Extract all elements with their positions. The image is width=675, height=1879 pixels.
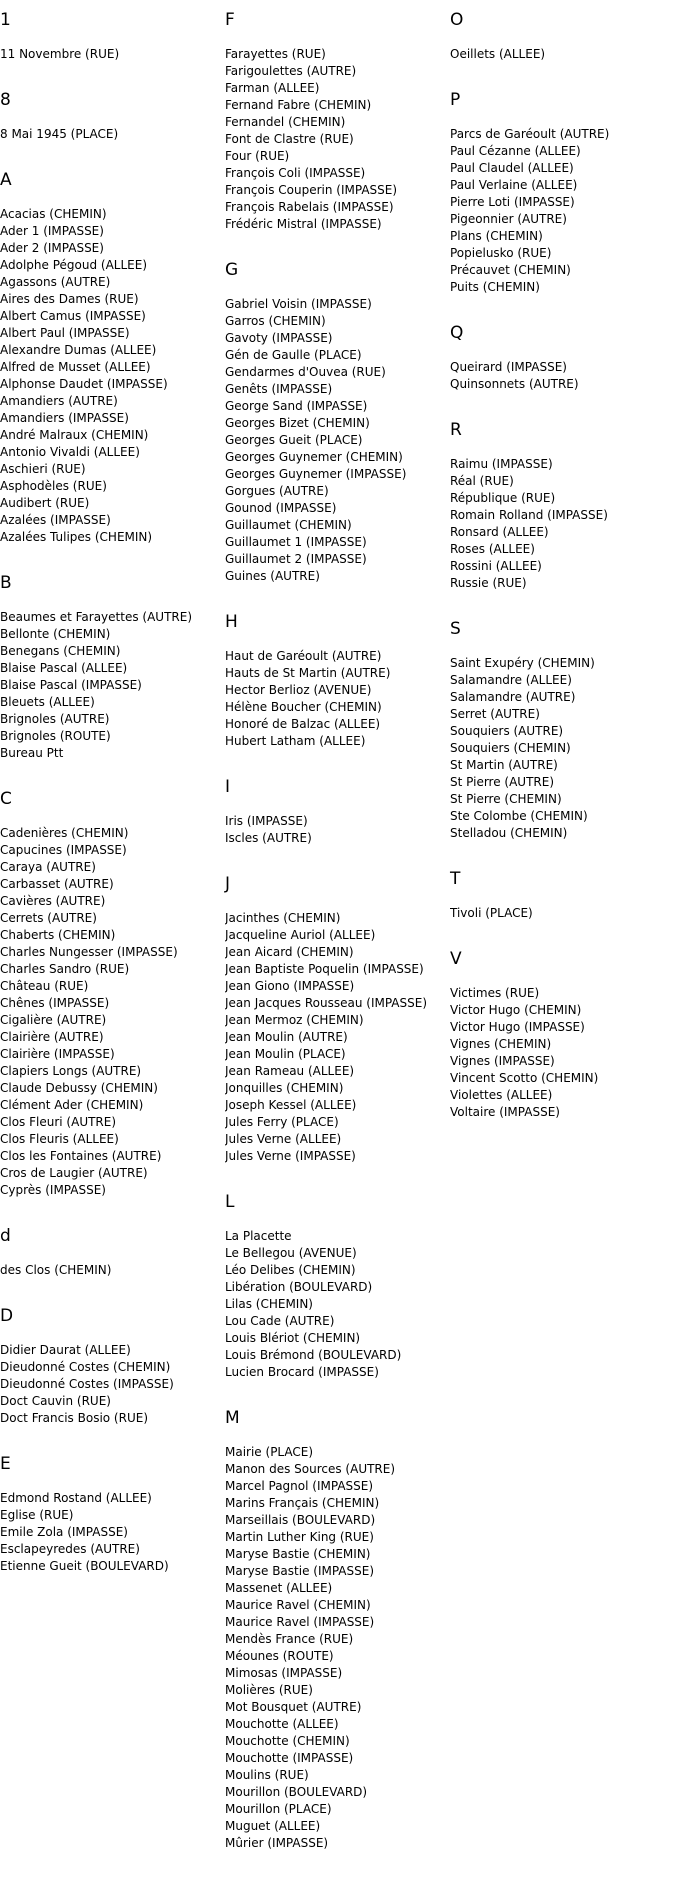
letter-section-q [450,323,672,393]
street-entry: Albert Paul (IMPASSE) [0,326,130,340]
section-heading: C [0,789,12,809]
street-entry: Farman (ALLEE) [225,81,320,95]
street-entry: Dieudonné Costes (IMPASSE) [0,1377,174,1391]
street-entry: Clos les Fontaines (AUTRE) [0,1149,162,1163]
section-heading: A [0,170,12,190]
street-entry: Asphodèles (RUE) [0,479,107,493]
street-entry: Marseillais (BOULEVARD) [225,1513,376,1527]
street-list [225,1444,447,1852]
street-entry: Albert Camus (IMPASSE) [0,309,146,323]
street-entry: Garros (CHEMIN) [225,314,326,328]
letter-section-s [450,619,672,842]
column-3 [450,10,672,1148]
street-entry: Maryse Bastie (IMPASSE) [225,1564,375,1578]
street-entry: Farigoulettes (AUTRE) [225,64,357,78]
street-entry: Emile Zola (IMPASSE) [0,1525,128,1539]
street-list [450,985,672,1121]
street-entry: Audibert (RUE) [0,496,90,510]
street-entry: Alfred de Musset (ALLEE) [0,360,151,374]
street-entry: Jean Baptiste Poquelin (IMPASSE) [225,962,424,976]
section-heading: H [225,612,238,632]
street-list [225,296,447,585]
street-entry: Pierre Loti (IMPASSE) [450,195,575,209]
street-entry: Guines (AUTRE) [225,569,320,583]
street-list [0,1262,222,1279]
street-entry: Gavoty (IMPASSE) [225,331,333,345]
street-entry: Lucien Brocard (IMPASSE) [225,1365,379,1379]
street-entry: Salamandre (AUTRE) [450,690,576,704]
street-entry: Frédéric Mistral (IMPASSE) [225,217,382,231]
street-entry: Brignoles (ROUTE) [0,729,111,743]
street-entry: Fernandel (CHEMIN) [225,115,346,129]
street-entry: Caraya (AUTRE) [0,860,96,874]
street-entry: Four (RUE) [225,149,290,163]
street-entry: Azalées Tulipes (CHEMIN) [0,530,153,544]
street-entry: Oeillets (ALLEE) [450,47,546,61]
street-entry: Mûrier (IMPASSE) [225,1836,329,1850]
street-entry: Mouchotte (ALLEE) [225,1717,339,1731]
street-entry: Chaberts (CHEMIN) [0,928,116,942]
street-entry: Gabriel Voisin (IMPASSE) [225,297,372,311]
section-heading: d [0,1226,11,1246]
street-entry: Font de Clastre (RUE) [225,132,354,146]
street-entry: Brignoles (AUTRE) [0,712,110,726]
street-list [0,126,222,143]
street-entry: Blaise Pascal (IMPASSE) [0,678,142,692]
street-entry: Agassons (AUTRE) [0,275,111,289]
letter-section-1 [0,10,222,63]
street-entry: Maurice Ravel (CHEMIN) [225,1598,371,1612]
street-entry: Lilas (CHEMIN) [225,1297,313,1311]
section-heading: L [225,1192,235,1212]
letter-section-p [450,90,672,296]
street-entry: Aires des Dames (RUE) [0,292,139,306]
street-entry: Hauts de St Martin (AUTRE) [225,666,391,680]
street-entry: Jean Giono (IMPASSE) [225,979,355,993]
street-entry: Le Bellegou (AVENUE) [225,1246,357,1260]
street-entry: Gendarmes d'Ouvea (RUE) [225,365,386,379]
letter-section-v [450,949,672,1121]
street-entry: Carbasset (AUTRE) [0,877,114,891]
section-heading: F [225,10,235,30]
street-entry: François Rabelais (IMPASSE) [225,200,394,214]
street-entry: Marcel Pagnol (IMPASSE) [225,1479,374,1493]
street-entry: Cyprès (IMPASSE) [0,1183,106,1197]
street-entry: Hector Berlioz (AVENUE) [225,683,372,697]
street-list [450,905,672,922]
section-heading: S [450,619,461,639]
street-entry: André Malraux (CHEMIN) [0,428,149,442]
street-entry: Méounes (ROUTE) [225,1649,334,1663]
street-entry: Joseph Kessel (ALLEE) [225,1098,357,1112]
section-heading: 8 [0,90,11,110]
street-entry: Haut de Garéoult (AUTRE) [225,649,382,663]
street-entry: Queirard (IMPASSE) [450,360,567,374]
street-entry: Charles Sandro (RUE) [0,962,130,976]
street-entry: Souquiers (AUTRE) [450,724,564,738]
street-list [0,1342,222,1427]
street-entry: Guillaumet 1 (IMPASSE) [225,535,367,549]
street-entry: Stelladou (CHEMIN) [450,826,568,840]
street-entry: Russie (RUE) [450,576,527,590]
street-entry: Rossini (ALLEE) [450,559,542,573]
street-entry: Molières (RUE) [225,1683,313,1697]
street-entry: Bellonte (CHEMIN) [0,627,111,641]
street-entry: Alphonse Daudet (IMPASSE) [0,377,168,391]
street-entry: Paul Claudel (ALLEE) [450,161,574,175]
street-entry: Plans (CHEMIN) [450,229,543,243]
street-entry: Jean Jacques Rousseau (IMPASSE) [225,996,428,1010]
street-entry: Ronsard (ALLEE) [450,525,549,539]
street-entry: Clapiers Longs (AUTRE) [0,1064,142,1078]
street-entry: Jean Mermoz (CHEMIN) [225,1013,364,1027]
street-entry: Hélène Boucher (CHEMIN) [225,700,382,714]
street-entry: Maurice Ravel (IMPASSE) [225,1615,375,1629]
section-heading: E [0,1454,11,1474]
section-heading: 1 [0,10,11,30]
street-list [450,126,672,296]
street-entry: Clairière (IMPASSE) [0,1047,115,1061]
street-list [0,206,222,546]
letter-section-b [0,573,222,762]
letter-section-r [450,420,672,592]
section-heading: T [450,869,461,889]
section-heading: G [225,260,239,280]
street-entry: Dieudonné Costes (CHEMIN) [0,1360,171,1374]
street-entry: Martin Luther King (RUE) [225,1530,374,1544]
street-entry: Mouchotte (CHEMIN) [225,1734,350,1748]
street-entry: Aschieri (RUE) [0,462,86,476]
section-heading: J [225,874,231,894]
street-entry: Gorgues (AUTRE) [225,484,329,498]
letter-section-g [225,260,447,585]
column-1 [0,10,222,1602]
street-entry: Adolphe Pégoud (ALLEE) [0,258,148,272]
street-entry: Romain Rolland (IMPASSE) [450,508,608,522]
street-list [225,46,447,233]
section-heading: Q [450,323,464,343]
section-heading: P [450,90,461,110]
street-list [225,910,447,1165]
street-entry: Jonquilles (CHEMIN) [225,1081,344,1095]
street-list [450,46,672,63]
street-entry: Mouchotte (IMPASSE) [225,1751,354,1765]
section-heading: B [0,573,12,593]
street-entry: Roses (ALLEE) [450,542,535,556]
street-entry: Victor Hugo (IMPASSE) [450,1020,585,1034]
street-entry: Georges Guynemer (IMPASSE) [225,467,407,481]
letter-section-a [0,170,222,546]
street-entry: Jean Rameau (ALLEE) [225,1064,355,1078]
street-entry: Louis Brémond (BOULEVARD) [225,1348,402,1362]
street-entry: Gén de Gaulle (PLACE) [225,348,362,362]
street-entry: Souquiers (CHEMIN) [450,741,571,755]
street-entry: Ader 2 (IMPASSE) [0,241,104,255]
street-entry: Pigeonnier (AUTRE) [450,212,567,226]
street-entry: François Coli (IMPASSE) [225,166,366,180]
street-entry: Gounod (IMPASSE) [225,501,337,515]
street-entry: Moulins (RUE) [225,1768,309,1782]
letter-section-d [0,1306,222,1427]
street-entry: Jacinthes (CHEMIN) [225,911,341,925]
street-entry: Amandiers (AUTRE) [0,394,118,408]
street-entry: Bureau Ptt [0,746,64,760]
street-entry: Doct Francis Bosio (RUE) [0,1411,149,1425]
street-entry: Mairie (PLACE) [225,1445,314,1459]
street-entry: Jean Moulin (PLACE) [225,1047,346,1061]
street-entry: Acacias (CHEMIN) [0,207,107,221]
street-entry: 8 Mai 1945 (PLACE) [0,127,119,141]
street-entry: Jules Verne (IMPASSE) [225,1149,356,1163]
street-entry: Ader 1 (IMPASSE) [0,224,104,238]
street-entry: Lou Cade (AUTRE) [225,1314,335,1328]
street-entry: Iscles (AUTRE) [225,831,312,845]
letter-section-t [450,869,672,922]
street-entry: Mot Bousquet (AUTRE) [225,1700,362,1714]
street-entry: Vignes (CHEMIN) [450,1037,552,1051]
street-entry: Maryse Bastie (CHEMIN) [225,1547,371,1561]
street-entry: Honoré de Balzac (ALLEE) [225,717,381,731]
section-heading: D [0,1306,14,1326]
street-entry: Clément Ader (CHEMIN) [0,1098,144,1112]
street-entry: Saint Exupéry (CHEMIN) [450,656,595,670]
street-entry: Jules Ferry (PLACE) [225,1115,339,1129]
street-entry: St Martin (AUTRE) [450,758,558,772]
street-entry: Quinsonnets (AUTRE) [450,377,579,391]
letter-section-8 [0,90,222,143]
letter-section-i [225,777,447,847]
street-entry: Muguet (ALLEE) [225,1819,321,1833]
street-list [0,825,222,1199]
street-entry: Cavières (AUTRE) [0,894,106,908]
street-entry: Mourillon (BOULEVARD) [225,1785,368,1799]
street-entry: Cerrets (AUTRE) [0,911,97,925]
street-entry: Antonio Vivaldi (ALLEE) [0,445,140,459]
street-list [450,456,672,592]
street-entry: Edmond Rostand (ALLEE) [0,1491,152,1505]
street-entry: Esclapeyredes (AUTRE) [0,1542,140,1556]
section-heading: M [225,1408,240,1428]
street-entry: Raimu (IMPASSE) [450,457,553,471]
street-entry: Charles Nungesser (IMPASSE) [0,945,178,959]
street-entry: Farayettes (RUE) [225,47,326,61]
street-entry: Cadenières (CHEMIN) [0,826,129,840]
street-entry: Puits (CHEMIN) [450,280,540,294]
street-entry: Vignes (IMPASSE) [450,1054,555,1068]
street-entry: Iris (IMPASSE) [225,814,308,828]
letter-section-f [225,10,447,233]
street-entry: Clos Fleuris (ALLEE) [0,1132,119,1146]
street-entry: Blaise Pascal (ALLEE) [0,661,128,675]
street-entry: Louis Blériot (CHEMIN) [225,1331,361,1345]
street-entry: Georges Bizet (CHEMIN) [225,416,370,430]
street-entry: Salamandre (ALLEE) [450,673,572,687]
street-entry: Jacqueline Auriol (ALLEE) [225,928,376,942]
street-entry: Voltaire (IMPASSE) [450,1105,560,1119]
street-entry: François Couperin (IMPASSE) [225,183,398,197]
street-entry: Tivoli (PLACE) [450,906,533,920]
street-entry: Benegans (CHEMIN) [0,644,121,658]
street-entry: Violettes (ALLEE) [450,1088,553,1102]
letter-section-l [225,1192,447,1381]
street-list [0,609,222,762]
street-list [0,46,222,63]
street-list [0,1490,222,1575]
street-entry: Doct Cauvin (RUE) [0,1394,111,1408]
street-entry: Georges Gueit (PLACE) [225,433,363,447]
street-entry: Eglise (RUE) [0,1508,74,1522]
street-entry: Amandiers (IMPASSE) [0,411,129,425]
street-entry: St Pierre (CHEMIN) [450,792,562,806]
section-heading: R [450,420,462,440]
street-entry: Jules Verne (ALLEE) [225,1132,342,1146]
street-list [225,648,447,750]
column-2 [225,10,447,1879]
street-entry: Didier Daurat (ALLEE) [0,1343,131,1357]
street-entry: Clos Fleuri (AUTRE) [0,1115,117,1129]
street-entry: Fernand Fabre (CHEMIN) [225,98,372,112]
street-entry: George Sand (IMPASSE) [225,399,368,413]
letter-section-d-lower [0,1226,222,1279]
street-entry: Manon des Sources (AUTRE) [225,1462,396,1476]
street-entry: Mourillon (PLACE) [225,1802,332,1816]
street-entry: Victor Hugo (CHEMIN) [450,1003,582,1017]
section-heading: I [225,777,231,797]
street-entry: Précauvet (CHEMIN) [450,263,571,277]
letter-section-c [0,789,222,1199]
street-list [225,1228,447,1381]
street-entry: Capucines (IMPASSE) [0,843,127,857]
section-heading: V [450,949,462,969]
street-entry: Etienne Gueit (BOULEVARD) [0,1559,169,1573]
street-entry: Libération (BOULEVARD) [225,1280,373,1294]
street-entry: Bleuets (ALLEE) [0,695,95,709]
street-entry: Parcs de Garéoult (AUTRE) [450,127,610,141]
street-entry: Vincent Scotto (CHEMIN) [450,1071,599,1085]
street-entry: Serret (AUTRE) [450,707,540,721]
street-entry: Georges Guynemer (CHEMIN) [225,450,403,464]
letter-section-h [225,612,447,750]
street-entry: des Clos (CHEMIN) [0,1263,112,1277]
street-entry: Jean Moulin (AUTRE) [225,1030,348,1044]
street-entry: Claude Debussy (CHEMIN) [0,1081,158,1095]
street-entry: Jean Aicard (CHEMIN) [225,945,354,959]
street-entry: Château (RUE) [0,979,89,993]
street-entry: Hubert Latham (ALLEE) [225,734,366,748]
street-list [225,813,447,847]
street-entry: Chênes (IMPASSE) [0,996,110,1010]
letter-section-o [450,10,672,63]
street-entry: La Placette [225,1229,292,1243]
street-entry: Guillaumet 2 (IMPASSE) [225,552,367,566]
street-entry: Guillaumet (CHEMIN) [225,518,352,532]
street-entry: Marins Français (CHEMIN) [225,1496,380,1510]
letter-section-j [225,874,447,1165]
street-entry: Mendès France (RUE) [225,1632,354,1646]
street-entry: 11 Novembre (RUE) [0,47,120,61]
street-entry: Ste Colombe (CHEMIN) [450,809,588,823]
street-entry: Léo Delibes (CHEMIN) [225,1263,356,1277]
street-entry: République (RUE) [450,491,556,505]
street-entry: Azalées (IMPASSE) [0,513,111,527]
street-entry: Beaumes et Farayettes (AUTRE) [0,610,193,624]
street-entry: Cigalière (AUTRE) [0,1013,107,1027]
street-entry: Alexandre Dumas (ALLEE) [0,343,157,357]
street-entry: Clairière (AUTRE) [0,1030,104,1044]
letter-section-m [225,1408,447,1852]
section-heading: O [450,10,464,30]
street-list [450,655,672,842]
letter-section-e [0,1454,222,1575]
street-entry: Paul Cézanne (ALLEE) [450,144,581,158]
street-entry: Cros de Laugier (AUTRE) [0,1166,148,1180]
street-entry: Genêts (IMPASSE) [225,382,333,396]
street-entry: Popielusko (RUE) [450,246,552,260]
street-entry: St Pierre (AUTRE) [450,775,555,789]
street-entry: Paul Verlaine (ALLEE) [450,178,578,192]
street-entry: Massenet (ALLEE) [225,1581,333,1595]
street-entry: Mimosas (IMPASSE) [225,1666,343,1680]
street-entry: Victimes (RUE) [450,986,540,1000]
street-list [450,359,672,393]
street-entry: Réal (RUE) [450,474,514,488]
